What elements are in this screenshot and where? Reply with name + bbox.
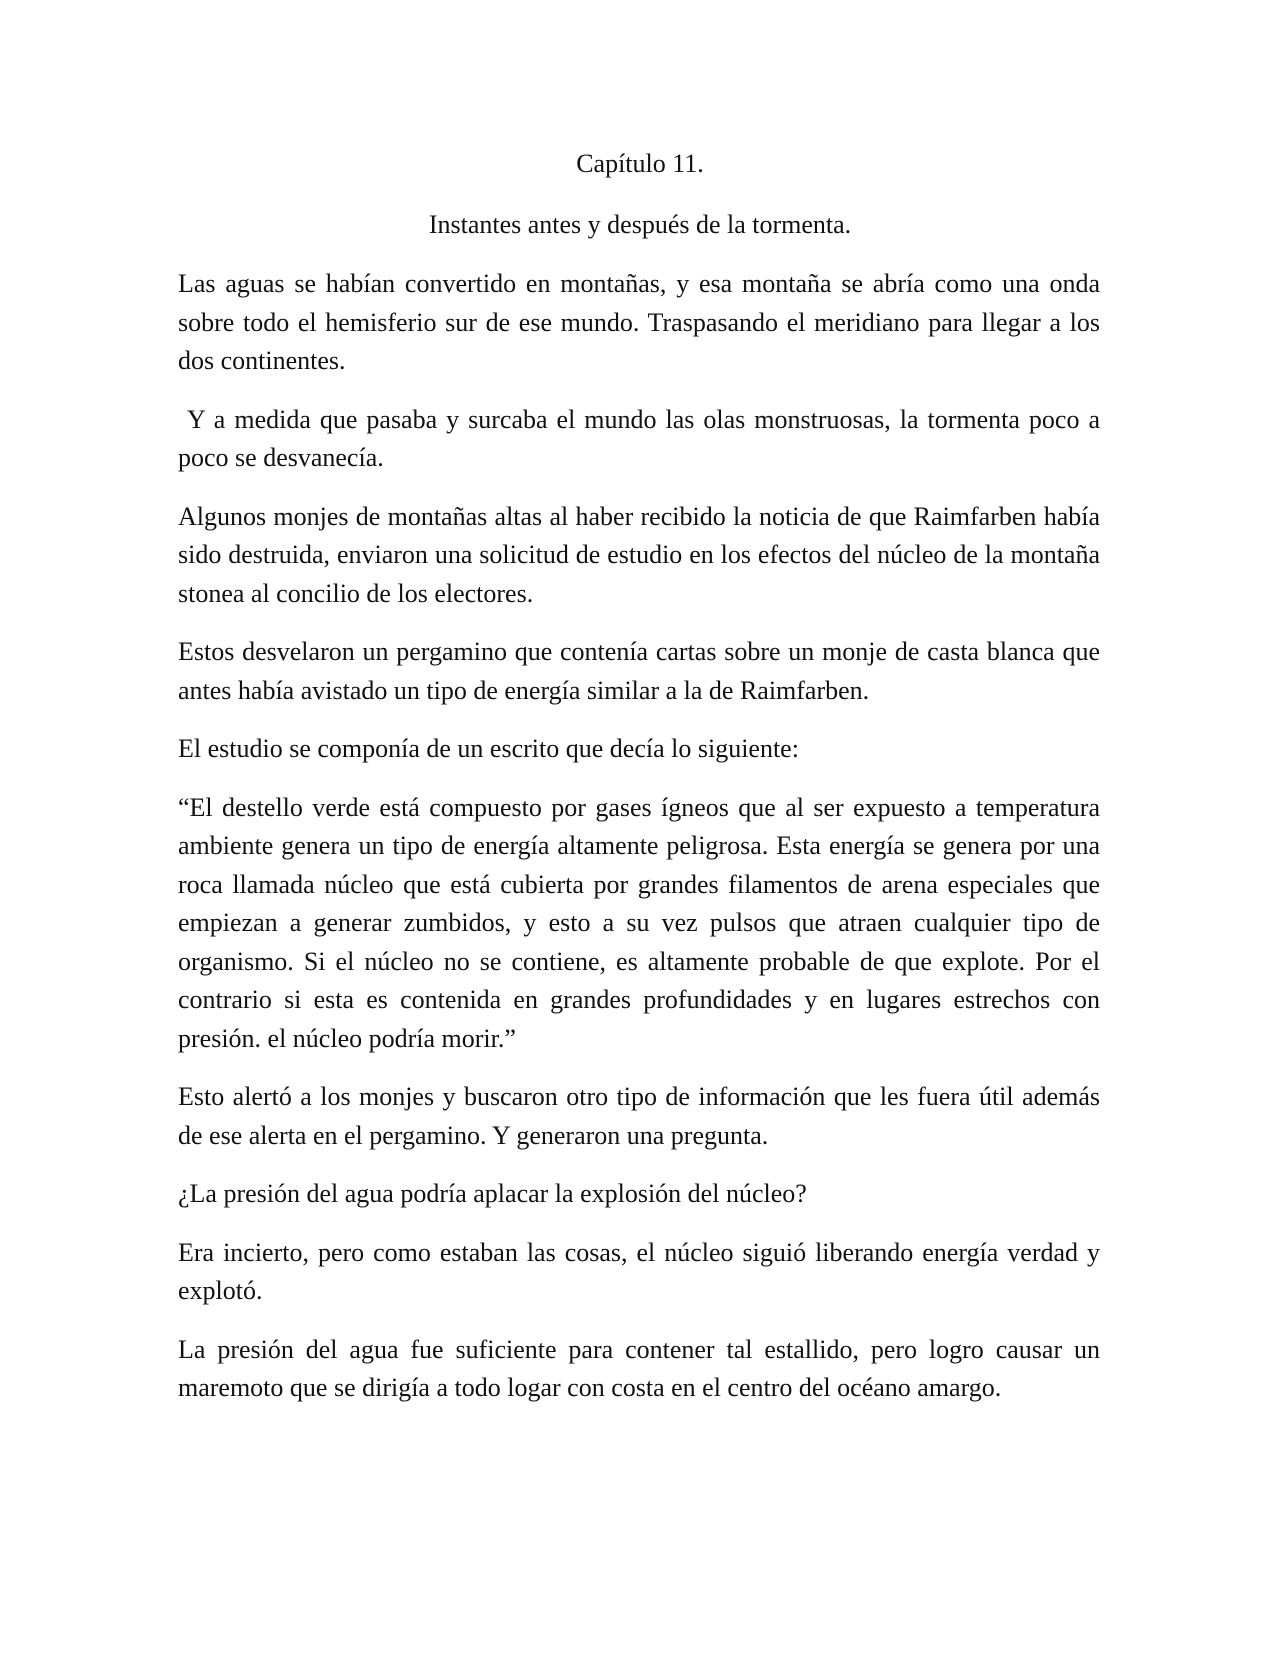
paragraph-7: Esto alertó a los monjes y buscaron otro tipo de información que les fuera útil además de ese alerta en el pergamino. Y generaron una pregunta. xyxy=(178,1082,1100,1150)
chapter-subtitle: Instantes antes y después de la tormenta. xyxy=(428,210,852,239)
chapter-body xyxy=(178,265,1107,1428)
paragraph-5: El estudio se componía de un escrito que decía lo siguiente: xyxy=(178,734,799,763)
paragraph-1: Las aguas se habían convertido en montañas, y esa montaña se abría como una onda sobre todo el hemisferio sur de ese mundo. Traspasando el meridiano para llegar a los dos continentes. xyxy=(178,269,1100,375)
paragraph-10: La presión del agua fue suficiente para contener tal estallido, pero logro causar un maremoto que se dirigía a todo logar con costa en el centro del océano amargo. xyxy=(178,1334,1100,1402)
paragraph-3: Algunos monjes de montañas altas al haber recibido la noticia de que Raimfarben había sido destruida, enviaron una solicitud de estudio en los efectos del núcleo de la montaña stonea al concilio de los electores. xyxy=(178,501,1100,608)
paragraph-4: Estos desvelaron un pergamino que contenía cartas sobre un monje de casta blanca que antes había avistado un tipo de energía similar a la de Raimfarben. xyxy=(178,637,1100,705)
paragraph-question: ¿La presión del agua podría aplacar la explosión del núcleo? xyxy=(178,1179,807,1208)
paragraph-quote: “El destello verde está compuesto por gases ígneos que al ser expuesto a temperatura ambiente genera un tipo de energía altamente peligrosa. Esta energía se genera por una roca llamada núcleo que está cubierta por grandes filamentos de arena especiales que empiezan a generar zumbidos, y esto a su vez pulsos que atraen cualquier tipo de organismo. Si el núcleo no se contiene, es altamente probable de que explote. Por el contrario si esta es contenida en grandes profundidades y en lugares estrechos con presión. el núcleo podría morir.” xyxy=(178,792,1100,1053)
paragraph-2: Y a medida que pasaba y surcaba el mundo las olas monstruosas, la tormenta poco a poco se desvanecía. xyxy=(178,404,1107,472)
chapter-title: Capítulo 11. xyxy=(576,149,704,178)
paragraph-9: Era incierto, pero como estaban las cosas, el núcleo siguió liberando energía verdad y explotó. xyxy=(178,1237,1100,1305)
